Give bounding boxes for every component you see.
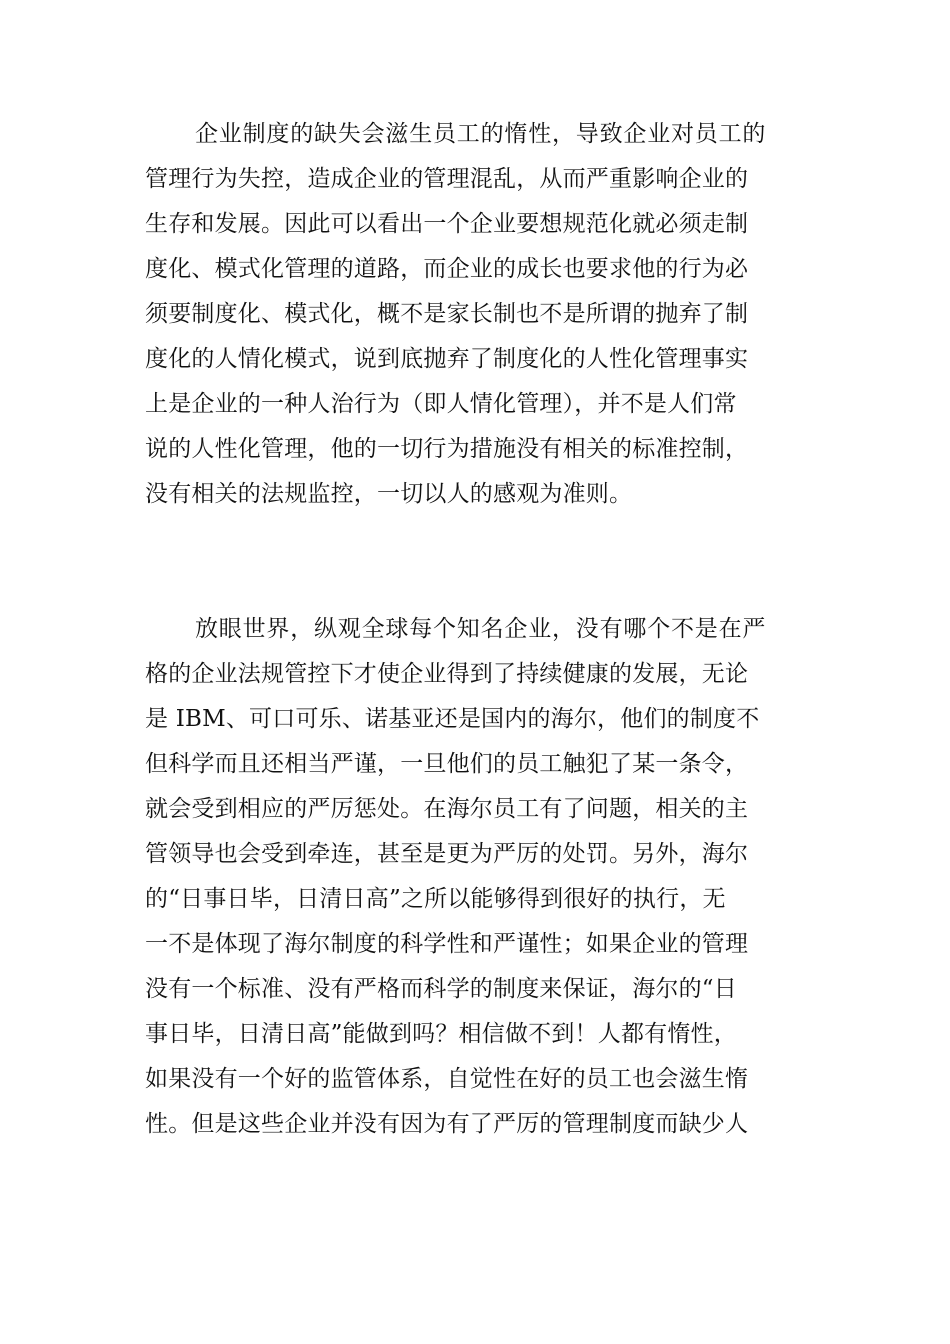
text-line: 事日毕，日清日高”能做到吗？相信做不到！人都有惰性， [145, 1021, 737, 1047]
text-line: 就会受到相应的严厉惩处。在海尔员工有了问题，相关的主 [145, 796, 749, 822]
text-line: 管领导也会受到牵连，甚至是更为严厉的处罚。另外，海尔 [145, 841, 749, 867]
text-line: 是 IBM、可口可乐、诺基亚还是国内的海尔，他们的制度不 [145, 706, 760, 732]
text-line: 的“日事日毕，日清日高”之所以能够得到很好的执行，无 [145, 886, 726, 912]
text-line: 须要制度化、模式化，概不是家长制也不是所谓的抛弃了制 [145, 301, 749, 327]
paragraph-1 [145, 112, 805, 517]
text-line: 度化的人情化模式，说到底抛弃了制度化的人性化管理事实 [145, 346, 749, 372]
text-line: 说的人性化管理，他的一切行为措施没有相关的标准控制， [145, 436, 749, 462]
text-line: 但科学而且还相当严谨，一旦他们的员工触犯了某一条令， [145, 751, 749, 777]
text-line: 性。但是这些企业并没有因为有了严厉的管理制度而缺少人 [145, 1111, 749, 1137]
text-line: 没有一个标准、没有严格而科学的制度来保证，海尔的“日 [145, 976, 737, 1002]
text-line: 没有相关的法规监控，一切以人的感观为准则。 [145, 481, 633, 507]
text-line: 放眼世界，纵观全球每个知名企业，没有哪个不是在严 [195, 616, 767, 642]
text-line: 管理行为失控，造成企业的管理混乱，从而严重影响企业的 [145, 166, 749, 192]
text-line: 度化、模式化管理的道路，而企业的成长也要求他的行为必 [145, 256, 749, 282]
text-line: 格的企业法规管控下才使企业得到了持续健康的发展，无论 [145, 661, 749, 687]
text-line: 如果没有一个好的监管体系，自觉性在好的员工也会滋生惰 [145, 1066, 749, 1092]
paragraph-2 [145, 607, 805, 1147]
text-line: 生存和发展。因此可以看出一个企业要想规范化就必须走制 [145, 211, 749, 237]
text-line: 一不是体现了海尔制度的科学性和严谨性；如果企业的管理 [145, 931, 749, 957]
text-line: 上是企业的一种人治行为（即人情化管理），并不是人们常 [145, 391, 737, 417]
text-line: 企业制度的缺失会滋生员工的惰性，导致企业对员工的 [195, 121, 767, 147]
